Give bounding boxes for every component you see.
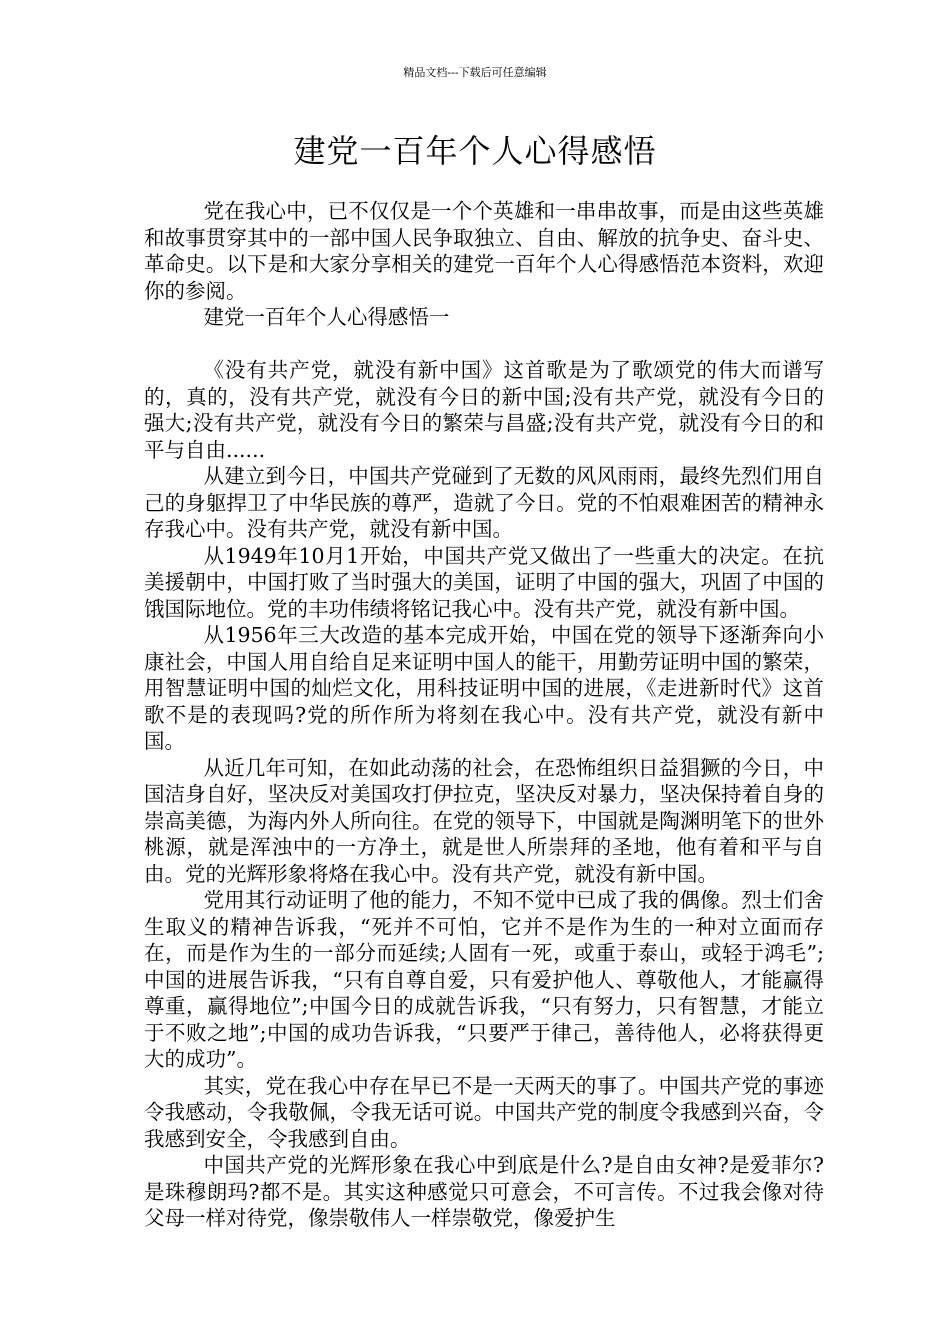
paragraph: 中国共产党的光辉形象在我心中到底是什么?是自由女神?是爱菲尔?是珠穆朗玛?都不是。其实这种感觉只可意会，不可言传。不过我会像对待父母一样对待党，像崇敬伟人一样崇敬党，像爱护生 [144,1153,824,1230]
header-note: 精品文档---下载后可任意编辑 [403,66,547,79]
paragraph: 党用其行动证明了他的能力，不知不觉中已成了我的偶像。烈士们舍生取义的精神告诉我，“死并不可怕，它并不是作为生的一种对立面而存在，而是作为生的一部分而延续;人固有一死，或重于泰山，或轻于鸿毛”;中国的进展告诉我，“只有自尊自爱，只有爱护他人、尊敬他人，才能赢得尊重，赢得地位”;中国今日的成就告诉我，“只有努力，只有智慧，才能立于不败之地”;中国的成功告诉我，“只要严于律己，善待他人，必将获得更大的成功”。 [144,888,824,1071]
paragraph: 从近几年可知，在如此动荡的社会，在恐怖组织日益猖獗的今日，中国洁身自好，坚决反对美国攻打伊拉克，坚决反对暴力，坚决保持着自身的崇高美德，为海内外人所向往。在党的领导下，中国就是陶渊明笔下的世外桃源，就是浑浊中的一方净土，就是世人所崇拜的圣地，他有着和平与自由。党的光辉形象将烙在我心中。没有共产党，就没有新中国。 [144,755,824,886]
paragraph: 《没有共产党，就没有新中国》这首歌是为了歌颂党的伟大而谱写的，真的，没有共产党，就没有今日的新中国;没有共产党，就没有今日的强大;没有共产党，就没有今日的繁荣与昌盛;没有共产党，就没有今日的和平与自由...... [144,358,824,462]
paragraph: 从1956年三大改造的基本完成开始，中国在党的领导下逐渐奔向小康社会，中国人用自给自足来证明中国人的能干，用勤劳证明中国的繁荣，用智慧证明中国的灿烂文化，用科技证明中国的进展，《走进新时代》这首歌不是的表现吗?党的所作所为将刻在我心中。没有共产党，就没有新中国。 [144,623,824,753]
page-title: 建党一百年个人心得感悟 [293,132,657,170]
paragraph: 从1949年10月1开始，中国共产党又做出了一些重大的决定。在抗美援朝中，中国打败了当时强大的美国，证明了中国的强大，巩固了中国的饿国际地位。党的丰功伟绩将铭记我心中。没有共产党，就没有新中国。 [144,543,824,621]
document-body [144,198,824,1232]
section-heading: 建党一百年个人心得感悟一 [203,305,450,329]
paragraph-gap [144,331,824,358]
paragraph: 其实，党在我心中存在早已不是一天两天的事了。中国共产党的事迹令我感动，令我敬佩，令我无话可说。中国共产党的制度令我感到兴奋，令我感到安全，令我感到自由。 [144,1073,824,1151]
paragraph: 从建立到今日，中国共产党碰到了无数的风风雨雨，最终先烈们用自己的身躯捍卫了中华民族的尊严，造就了今日。党的不怕艰难困苦的精神永存我心中。没有共产党，就没有新中国。 [144,464,824,541]
paragraph-intro: 党在我心中，已不仅仅是一个个英雄和一串串故事，而是由这些英雄和故事贯穿其中的一部中国人民争取独立、自由、解放的抗争史、奋斗史、革命史。以下是和大家分享相关的建党一百年个人心得感悟范本资料，欢迎你的参阅。 [144,199,824,303]
